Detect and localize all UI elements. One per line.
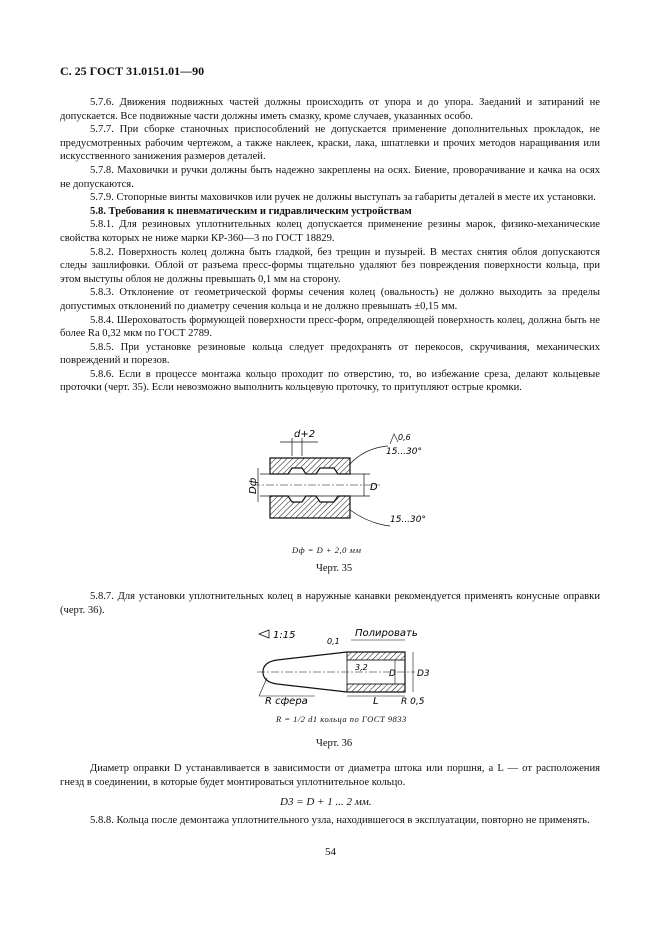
fig35-angle-top: 15...30° [386, 447, 422, 457]
formula-d3: D3 = D + 1 ... 2 мм. [280, 796, 372, 808]
paragraph-5-8-3: 5.8.3. Отклонение от геометрической формы сечения колец (овальность) не должно выходить за пределы допустимых отклонений по диаметру сечения кольца и не должно превышать ±0,15 мм. [60, 287, 600, 312]
fig36-radius-edge: R 0,5 [401, 697, 425, 707]
fig35-angle-bottom: 15...30° [390, 515, 426, 525]
fig36-caption: Черт. 36 [316, 738, 353, 749]
paragraph-5-8-6: 5.8.6. Если в процессе монтажа кольцо проходит по отверстию, то, во избежание среза, делают кольцевые проточки (черт. 35). Если невозможно выполнить кольцевую проточку, то притупляют острые кромки. [60, 368, 600, 394]
paragraph-5-8-7: 5.8.7. Для установки уплотнительных колец в наружные канавки рекомендуется применять конусные оправки (черт. 36). [60, 591, 600, 616]
fig36-dim-d: D [389, 669, 396, 679]
figure-36-drawing [255, 624, 435, 708]
fig36-polish-note: Полировать [355, 628, 418, 639]
fig35-caption: Черт. 35 [316, 563, 353, 574]
fig36-roughness-bore: 3,2 [355, 663, 368, 672]
fig36-taper: 1:15 [273, 630, 296, 641]
figure-36 [255, 624, 435, 708]
section-heading-5-8: 5.8. Требования к пневматическим и гидравлическим устройствам [90, 205, 412, 217]
paragraph-5-7-8: 5.7.8. Маховички и ручки должны быть надежно закреплены на осях. Биение, проворачивание и качка на осях не допускаются. [60, 164, 600, 190]
paragraph-5-8-8: 5.8.8. Кольца после демонтажа уплотнительного узла, находившегося в эксплуатации, повторно не применять. [90, 815, 590, 826]
text-block-4 [60, 814, 600, 828]
fig36-dim-d3: D3 [417, 669, 430, 679]
fig36-formula: R = 1/2 d1 кольца по ГОСТ 9833 [276, 714, 407, 724]
fig35-roughness: 0,6 [398, 433, 411, 442]
fig35-dim-left: Dф [248, 477, 259, 494]
paragraph-5-8-1: 5.8.1. Для резиновых уплотнительных колец допускается применение резины марок, физико-механические свойства которых не ниже марки КР-360—3 по ГОСТ 18829. [60, 219, 600, 244]
paragraph-mandrel-diameter: Диаметр оправки D устанавливается в зависимости от диаметра штока или поршня, а L — от расположения гнезд в соединении, в которые будет монтироваться уплотнительное кольцо. [60, 763, 600, 788]
paragraph-5-7-7: 5.7.7. При сборке станочных приспособлений не допускается применение дополнительных прокладок, не предусмотренных рабочим чертежом, а также наклеек, краски, лака, шпатлевки и прочих методов наращивания или искусственного занижения размеров деталей. [60, 124, 600, 163]
figure-35 [240, 426, 440, 541]
text-block-2 [60, 590, 600, 617]
figure-35-drawing [240, 426, 440, 541]
text-block-3 [60, 762, 600, 789]
fig36-radius-sphere: R сфера [265, 696, 308, 707]
fig35-dim-top: d+2 [294, 429, 316, 440]
text-block-1 [60, 96, 600, 395]
fig35-formula: Dф = D + 2,0 мм [292, 545, 362, 555]
page-header: С. 25 ГОСТ 31.0151.01—90 [60, 64, 205, 78]
paragraph-5-8-5: 5.8.5. При установке резиновые кольца следует предохранять от перекосов, скручивания, механических повреждений и порезов. [60, 341, 600, 367]
fig36-roughness-top: 0,1 [327, 637, 340, 646]
fig35-dim-right: D [370, 482, 378, 493]
paragraph-5-8-4: 5.8.4. Шероховатость формующей поверхности пресс-форм, определяющей поверхность колец, должна быть не более Ra 0,32 мкм по ГОСТ 2789. [60, 314, 600, 340]
paragraph-5-7-6: 5.7.6. Движения подвижных частей должны происходить от упора и до упора. Заеданий и затираний не допускается. Все подвижные части должны иметь смазку, кроме случаев, указанных особо. [60, 97, 600, 122]
page-number: 54 [325, 846, 336, 858]
fig36-dim-l: L [373, 696, 379, 707]
paragraph-5-8-2: 5.8.2. Поверхность колец должна быть гладкой, без трещин и пузырей. В местах снятия облоя допускаются следы зашлифовки. Облой от разъема пресс-формы тщательно удаляют без повреждения поверхности кольца, при этом выступы облоя не должны превышать 0,1 мм на сторону. [60, 246, 600, 285]
paragraph-5-7-9: 5.7.9. Стопорные винты маховичков или ручек не должны выступать за габариты деталей в месте их установки. [90, 192, 596, 204]
